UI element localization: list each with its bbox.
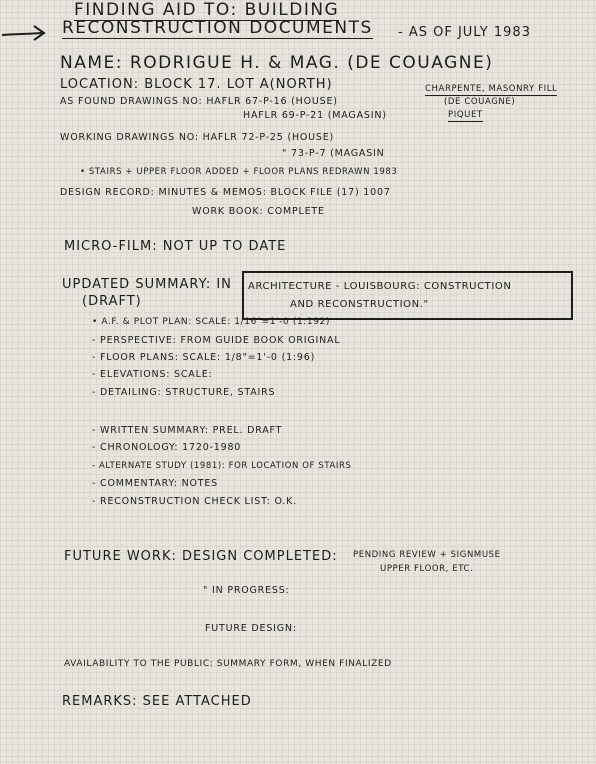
remarks: REMARKS: SEE ATTACHED [62,694,252,709]
as-found-drawings: AS FOUND DRAWINGS NO: HAFLR 67-P-16 (HOUSE) [60,96,338,107]
record-location: LOCATION: BLOCK 17. LOT A(NORTH) [60,77,333,92]
in-progress: " IN PROGRESS: [203,585,290,596]
summary-item: • A.F. & PLOT PLAN: SCALE: 1/16"=1'-0 (1:192) [92,317,330,327]
record-name: NAME: RODRIGUE H. & MAG. (DE COUAGNE) [60,53,494,73]
margin-arrow-icon [0,22,48,44]
summary-box-line1: ARCHITECTURE - LOUISBOURG: CONSTRUCTION [248,281,512,292]
summary-item: - ALTERNATE STUDY (1981): FOR LOCATION OF STAIRS [92,461,352,471]
summary-item: - WRITTEN SUMMARY: PREL. DRAFT [92,425,283,436]
summary-box-line2: AND RECONSTRUCTION." [290,299,429,310]
future-work-upper-floor: UPPER FLOOR, ETC. [380,564,474,574]
design-record: DESIGN RECORD: MINUTES & MEMOS: BLOCK FILE (17) 1007 [60,187,391,198]
availability: AVAILABILITY TO THE PUBLIC: SUMMARY FORM, WHEN FINALIZED [64,659,392,669]
updated-summary-label: UPDATED SUMMARY: IN [62,277,232,292]
work-book: WORK BOOK: COMPLETE [192,206,325,217]
summary-item: - ELEVATIONS: SCALE: [92,369,213,380]
summary-item: - FLOOR PLANS: SCALE: 1/8"=1'-0 (1:96) [92,352,316,363]
as-found-note-charpente: CHARPENTE, MASONRY FILL [425,84,558,94]
summary-title-box [242,271,573,320]
as-of-date: - AS OF JULY 1983 [398,25,531,40]
title-line-1: FINDING AID TO: BUILDING [74,0,340,20]
future-work-pending: PENDING REVIEW + SIGNMUSE [353,550,501,560]
as-found-drawings-line2: HAFLR 69-P-21 (MAGASIN) [243,110,387,121]
summary-item: - RECONSTRUCTION CHECK LIST: O.K. [92,496,298,507]
summary-item: - CHRONOLOGY: 1720-1980 [92,442,242,453]
as-found-note-decouagne: (DE COUAGNE) [444,97,516,107]
future-design: FUTURE DESIGN: [205,623,297,634]
working-drawings-line2: " 73-P-7 (MAGASIN [282,148,385,159]
title-line-2: RECONSTRUCTION DOCUMENTS [62,18,373,38]
updated-summary-draft: (DRAFT) [82,294,142,309]
as-found-note-piquet: PIQUET [448,110,483,120]
summary-item: - DETAILING: STRUCTURE, STAIRS [92,387,276,398]
summary-item: - PERSPECTIVE: FROM GUIDE BOOK ORIGINAL [92,335,341,346]
micro-film: MICRO-FILM: NOT UP TO DATE [64,239,287,254]
working-drawings: WORKING DRAWINGS NO: HAFLR 72-P-25 (HOUSE) [60,132,335,143]
stairs-note: • STAIRS + UPPER FLOOR ADDED + FLOOR PLANS REDRAWN 1983 [80,167,398,177]
summary-item: - COMMENTARY: NOTES [92,478,218,489]
future-work-label: FUTURE WORK: DESIGN COMPLETED: [64,549,338,564]
